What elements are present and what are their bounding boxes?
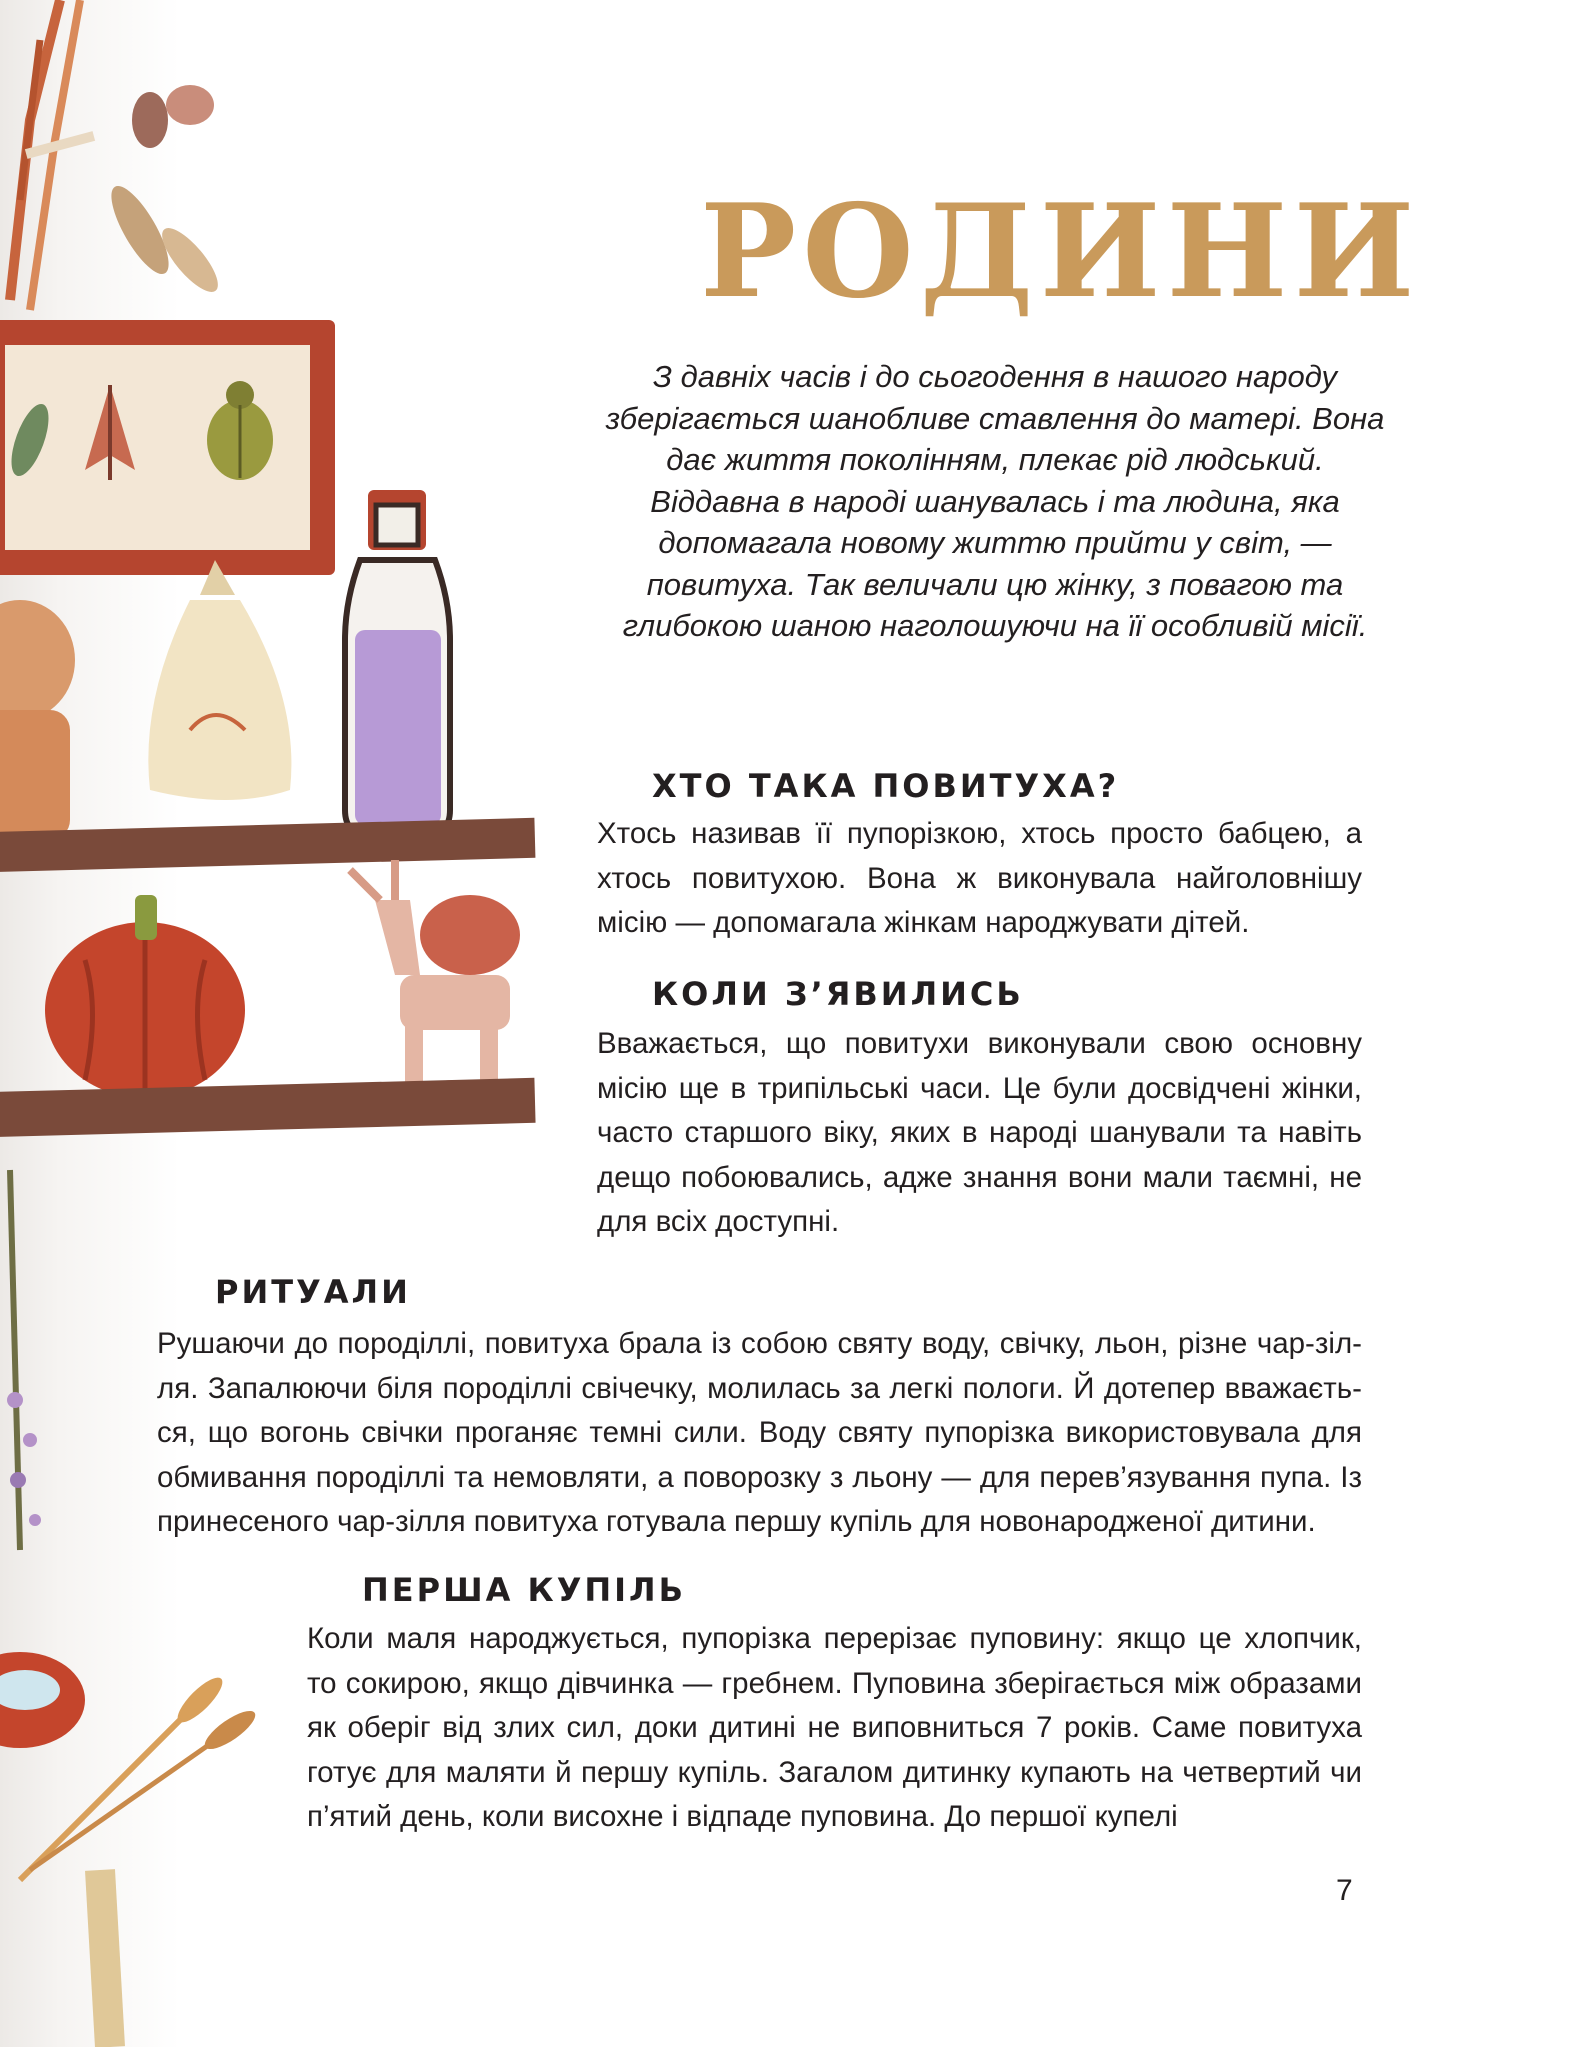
section-text-rituals: Рушаючи до породіллі, повитуха брала із собою святу воду, свічку, льон, різне чар-зілля. Запалюючи біля породіллі свічечку, молилась за легкі пологи. Й дотепер вважається, що вогонь свічки проганяє темні сили. Воду святу пупорізка використовувала для обмивання породіллі та немовляти, а поворозку з льону — для перев’язування пупа. Із принесеного чар-зілля повитуха готувала першу купіль для новонародженої дитини. xyxy=(157,1327,1362,1538)
section-text-when: Вважається, що повитухи виконували свою основну місію ще в трипільські часи. Це були досвідчені жінки, часто старшого віку, яких в народі шанували та навіть дещо побоювались, адже знання вони мали таємні, не для всіх доступні. xyxy=(597,1027,1362,1238)
top-shelf xyxy=(0,818,535,872)
bottom-shelf xyxy=(0,1078,536,1137)
lavender-icon xyxy=(7,1170,41,1550)
section-heading-rituals: РИТУАЛИ xyxy=(215,1273,411,1311)
section-text-who: Хтось називав її пупорізкою, хтось просто бабцею, а хтось повитухою. Вона ж виконувала найголовнішу місію — допомагала жінкам народжувати дітей. xyxy=(597,817,1362,939)
candle-bowl-icon xyxy=(0,1652,85,1748)
page-number: 7 xyxy=(1336,1874,1353,1907)
section-text-first-bath: Коли маля народжується, пупорізка перерізає пуповину: якщо це хлопчик, то сокирою, якщо дівчинка — гребнем. Пуповина зберігається між образами як оберіг від злих сил, доки дитині не виповниться 7 років. Саме повитуха готує для маляти й першу купіль. Загалом дитинку купають на четвертий чи п’ятий день, коли висохне і відпаде пуповина. До першої купелі xyxy=(307,1622,1362,1833)
intro-paragraph: З давніх часів і до сьогодення в нашого народу зберігається шанобливе ставлення до матері. Вона дає життя поколінням, плекає рід людський. Віддавна в народі шанувалась і та людина, яка допомагала новому життю прийти у світ, — повитуха. Так величали цю жінку, з повагою та глибокою шаною наголошуючи на її особливій місії. xyxy=(605,359,1385,643)
pumpkin-icon xyxy=(45,895,245,1098)
insect-frame-icon xyxy=(0,320,335,575)
section-heading-when: КОЛИ З’ЯВИЛИСЬ xyxy=(652,975,1024,1013)
section-heading-who: ХТО ТАКА ПОВИТУХА? xyxy=(652,767,1120,805)
hanging-herbs-icon xyxy=(10,0,226,310)
potion-bottle-icon xyxy=(345,490,450,835)
clay-pot-icon xyxy=(420,895,520,975)
herb-pouch-icon xyxy=(148,560,291,800)
clay-idol-icon xyxy=(0,600,75,840)
section-heading-first-bath: ПЕРША КУПІЛЬ xyxy=(362,1571,687,1609)
page-title: РОДИНИ xyxy=(700,177,1421,327)
